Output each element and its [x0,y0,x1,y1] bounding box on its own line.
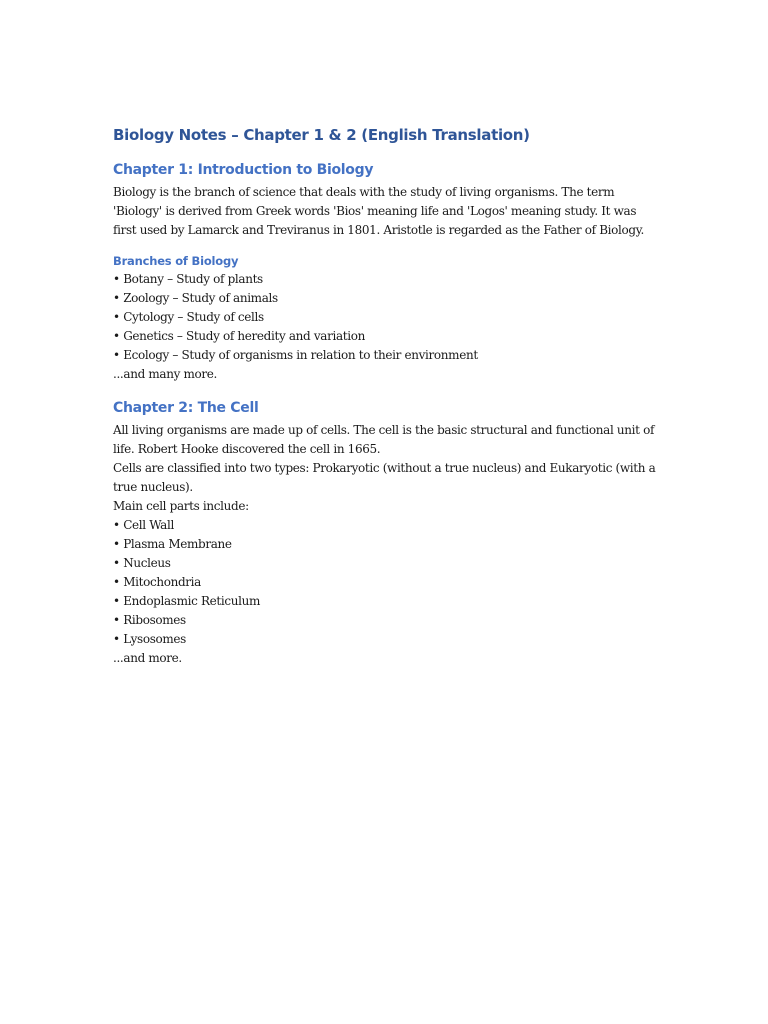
chapter-1-intro-paragraph: Biology is the branch of science that deals with the study of living organisms. The term 'Biology' is derived from Greek words 'Bios' meaning life and 'Logos' meaning study. It was first used by Lamarck and Treviranus in 1801. Aristotle is regarded as the Father of Biology. [113,185,645,237]
list-item: • Cell Wall [113,518,174,532]
branches-heading: Branches of Biology [113,254,239,268]
cell-types-paragraph: Cells are classified into two types: Prokaryotic (without a true nucleus) and Eukaryotic (with a true nucleus). [113,461,656,494]
list-item: • Botany – Study of plants [113,272,263,286]
list-item: • Lysosomes [113,632,186,646]
chapter-1-heading: Chapter 1: Introduction to Biology [113,162,374,178]
list-item: • Mitochondria [113,575,201,589]
chapter-2-intro-paragraph: All living organisms are made up of cells. The cell is the basic structural and functional unit of life. Robert Hooke discovered the cell in 1665. [113,423,655,456]
branches-list [113,270,658,365]
list-item: • Endoplasmic Reticulum [113,594,261,608]
list-item: • Genetics – Study of heredity and variation [113,329,365,343]
branches-more-text: ...and many more. [113,367,217,381]
list-item: • Plasma Membrane [113,537,232,551]
list-item: • Nucleus [113,556,171,570]
list-item: • Zoology – Study of animals [113,291,278,305]
cell-parts-intro: Main cell parts include: [113,499,249,513]
cell-parts-more-text: ...and more. [113,651,182,665]
list-item: • Cytology – Study of cells [113,310,264,324]
chapter-1-section [113,160,658,384]
document-title: Biology Notes – Chapter 1 & 2 (English Translation) [113,126,530,144]
cell-parts-list [113,516,658,649]
list-item: • Ribosomes [113,613,186,627]
document-page [113,124,658,668]
chapter-2-section [113,398,658,668]
list-item: • Ecology – Study of organisms in relation to their environment [113,348,478,362]
chapter-2-heading: Chapter 2: The Cell [113,400,259,416]
